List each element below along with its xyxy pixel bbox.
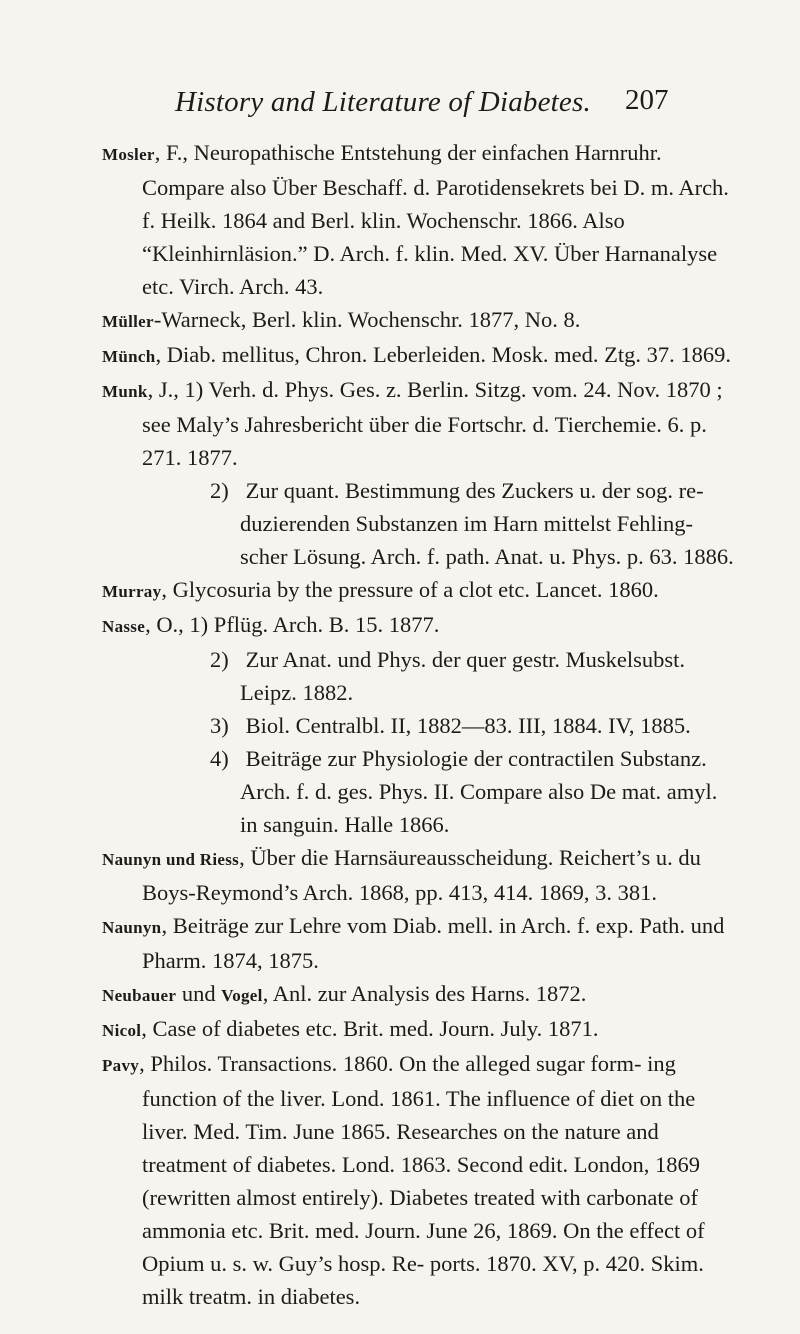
bibliography-list [102, 136, 740, 1313]
entry-text: -Warneck, Berl. klin. Wochenschr. 1877, No. 8. [153, 307, 581, 332]
subitem-text: Biol. Centralbl. II, 1882—83. III, 1884. IV, 1885. [245, 713, 691, 738]
subitem-number: 2) [210, 647, 229, 672]
subitem-number: 2) [210, 478, 229, 503]
entry-text: , J., 1) Verh. d. Phys. Ges. z. Berlin. Sitzg. vom. 24. Nov. 1870 ; see Maly’s Jahresbericht über die Fortschr. d. Tierchemie. 6. p. 271. 1877. [142, 377, 723, 470]
running-title: History and Literature of Diabetes. [175, 86, 591, 118]
bibliography-entry [102, 841, 740, 909]
entry-text: , Beiträge zur Lehre vom Diab. mell. in Arch. f. exp. Path. und Pharm. 1874, 1875. [142, 913, 725, 973]
entry-text: , Anl. zur Analysis des Harns. 1872. [262, 981, 587, 1006]
entry-author: Mosler [102, 145, 155, 164]
subitem-number: 3) [210, 713, 229, 738]
entry-text: , Diab. mellitus, Chron. Leberleiden. Mosk. med. Ztg. 37. 1869. [155, 342, 732, 367]
entry-author: Münch [102, 347, 156, 366]
subitem-text: Beiträge zur Physiologie der contractilen Substanz. Arch. f. d. ges. Phys. II. Compare also De mat. amyl. in sanguin. Halle 1866. [240, 746, 718, 837]
entry-author: Murray [102, 582, 162, 601]
page-number: 207 [625, 84, 669, 116]
bibliography-entry [102, 136, 740, 303]
bibliography-entry [102, 573, 740, 608]
entry-author: Neubauer [102, 986, 177, 1005]
subitem-text: Zur Anat. und Phys. der quer gestr. Muskelsubst. Leipz. 1882. [240, 647, 685, 705]
entry-subitem [102, 643, 740, 709]
entry-subitem [102, 742, 740, 841]
bibliography-entry [102, 909, 740, 977]
entry-text: , Philos. Transactions. 1860. On the alleged sugar form- ing function of the liver. Lond. 1861. The influence of diet on the liver. Med. Tim. June 1865. Researches on the nature and treatment of diabetes. Lond. 1863. Second edit. London, 1869 (rewritten almost entirely). Diabetes treated with carbonate of ammonia etc. Brit. med. Journ. June 26, 1869. On the effect of Opium u. s. w. Guy’s hosp. Re- ports. 1870. XV, p. 420. Skim. milk treatm. in diabetes. [139, 1051, 705, 1309]
entry-text: , Glycosuria by the pressure of a clot etc. Lancet. 1860. [161, 577, 659, 602]
entry-text: , O., 1) Pflüg. Arch. B. 15. 1877. [145, 612, 440, 637]
entry-subitem [102, 474, 740, 573]
bibliography-entry [102, 1012, 740, 1047]
entry-author: Naunyn und Riess [102, 850, 240, 869]
entry-author: Nicol [102, 1021, 142, 1040]
entry-author: Müller [102, 312, 154, 331]
bibliography-entry [102, 303, 740, 338]
entry-text: , Case of diabetes etc. Brit. med. Journ. July. 1871. [141, 1016, 599, 1041]
bibliography-entry [102, 608, 740, 841]
bibliography-entry [102, 373, 740, 573]
subitem-number: 4) [210, 746, 229, 771]
subitem-text: Zur quant. Bestimmung des Zuckers u. der sog. re- duzierenden Substanzen im Harn mittelst Fehling- scher Lösung. Arch. f. path. Anat. u. Phys. p. 63. 1886. [240, 478, 734, 569]
bibliography-entry [102, 977, 740, 1012]
bibliography-entry [102, 338, 740, 373]
entry-text: , Über die Harnsäureausscheidung. Reichert’s u. du Boys-Reymond’s Arch. 1868, pp. 413, 414. 1869, 3. 381. [142, 845, 701, 905]
entry-author: Naunyn [102, 918, 162, 937]
entry-author: Pavy [102, 1056, 140, 1075]
entry-author: Munk [102, 382, 148, 401]
entry-text: , F., Neuropathische Entstehung der einfachen Harnruhr. Compare also Über Beschaff. d. Parotidensekrets bei D. m. Arch. f. Heilk. 1864 and Berl. klin. Wochenschr. 1866. Also “Kleinhirnläsion.” D. Arch. f. klin. Med. XV. Über Harnanalyse etc. Virch. Arch. 43. [142, 140, 729, 299]
entry-author: Nasse [102, 617, 146, 636]
entry-subitem [102, 709, 740, 742]
entry-coauthor: Vogel [221, 986, 263, 1005]
bibliography-entry [102, 1047, 740, 1313]
entry-text: und [176, 981, 222, 1006]
